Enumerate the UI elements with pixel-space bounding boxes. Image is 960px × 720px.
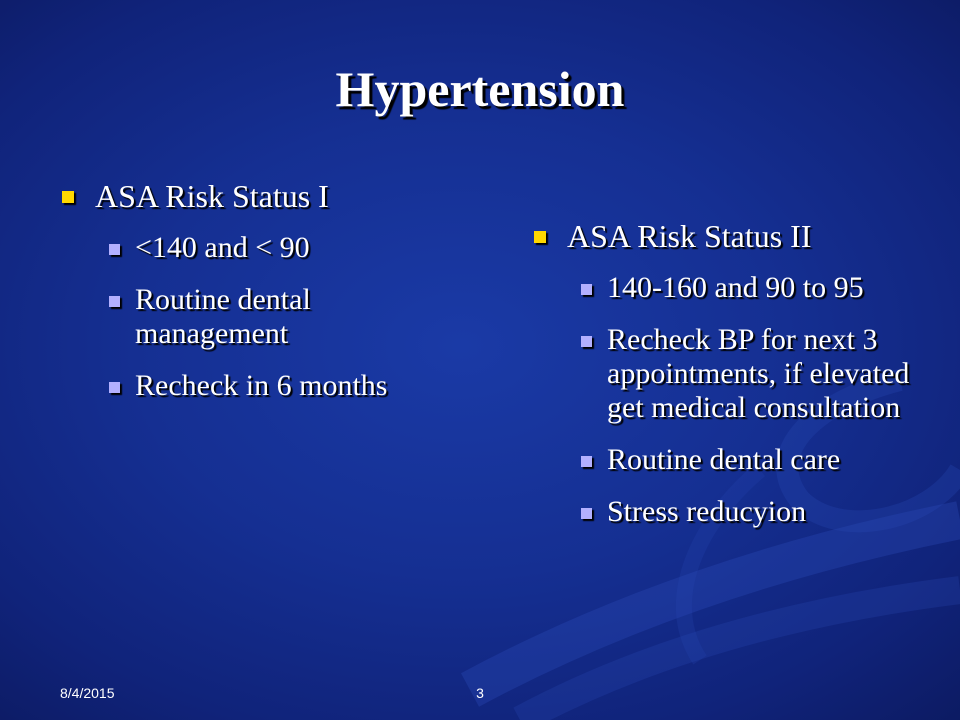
left-heading-text: ASA Risk Status I (95, 178, 329, 214)
left-column (60, 177, 470, 421)
list-item (532, 323, 942, 425)
list-item (60, 369, 470, 403)
square-bullet-icon (109, 382, 120, 393)
list-item (532, 495, 942, 529)
right-column (532, 217, 942, 547)
right-sub-list (532, 271, 942, 529)
right-heading-item (532, 217, 942, 255)
square-bullet-icon (534, 231, 546, 243)
square-bullet-icon (109, 244, 120, 255)
list-item-text: Stress reducyion (607, 495, 807, 528)
footer-date: 8/4/2015 (60, 685, 115, 701)
list-item (532, 443, 942, 477)
list-item (60, 231, 470, 265)
list-item (60, 283, 470, 351)
left-sub-list (60, 231, 470, 403)
slide-title: Hypertension (335, 61, 625, 117)
list-item-text: Recheck BP for next 3 appointments, if elevated get medical consultation (607, 323, 910, 424)
square-bullet-icon (581, 508, 592, 519)
square-bullet-icon (62, 191, 74, 203)
list-item (532, 271, 942, 305)
list-item-text: 140-160 and 90 to 95 (607, 271, 864, 304)
square-bullet-icon (109, 296, 120, 307)
square-bullet-icon (581, 284, 592, 295)
list-item-text: Routine dental management (135, 283, 311, 350)
list-item-text: <140 and < 90 (135, 231, 310, 264)
square-bullet-icon (581, 336, 592, 347)
square-bullet-icon (581, 456, 592, 467)
slide-number: 3 (476, 685, 484, 701)
list-item-text: Recheck in 6 months (135, 369, 388, 402)
list-item-text: Routine dental care (607, 443, 841, 476)
left-heading-item (60, 177, 470, 215)
right-heading-text: ASA Risk Status II (567, 218, 812, 254)
